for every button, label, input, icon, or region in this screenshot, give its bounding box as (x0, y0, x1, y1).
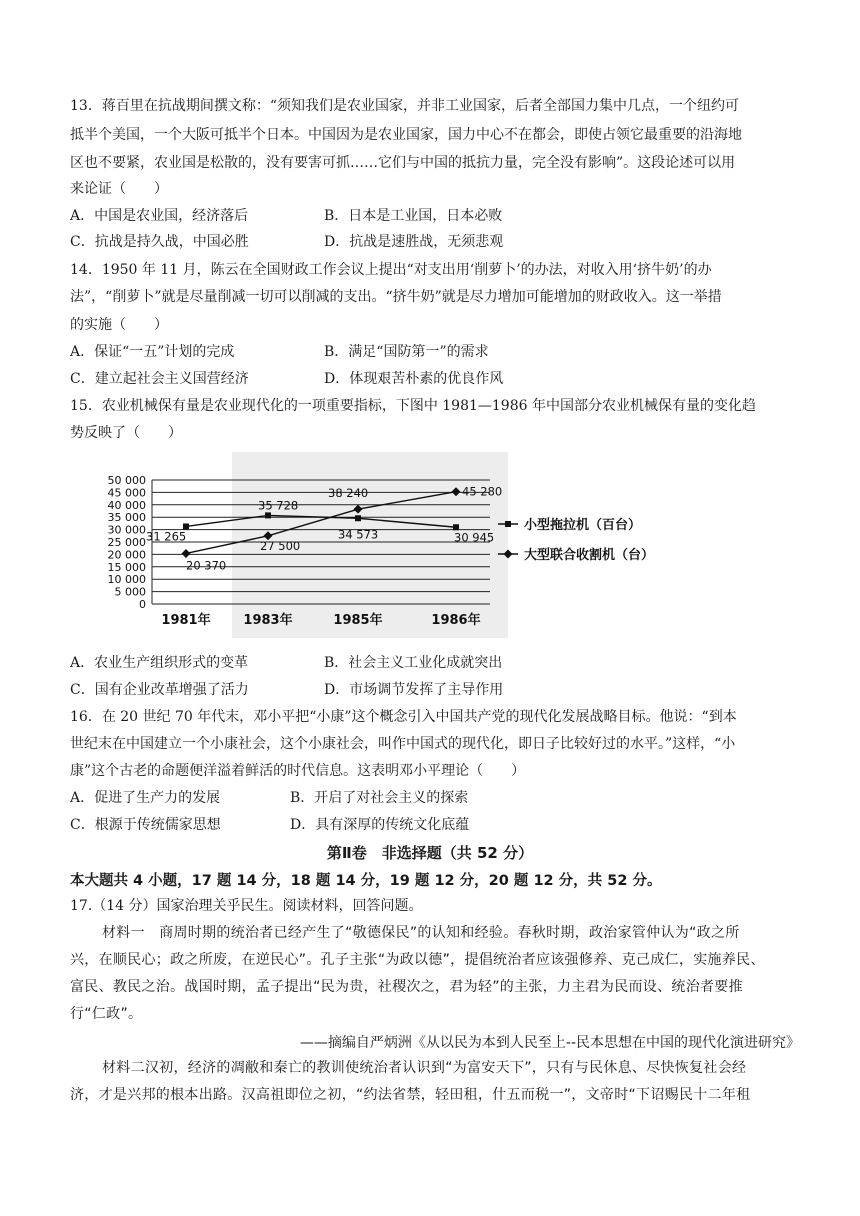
section-instructions: 本大题共 4 小题，17 题 14 分，18 题 14 分，19 题 12 分，20 题 12 分，共 52 分。 (70, 873, 662, 889)
material-2-line: 材料二汉初，经济的凋敝和秦亡的教训使统治者认识到“为富安天下”，只有与民休息、尽快恢复社会经 (102, 1060, 747, 1076)
data-label: 38 240 (328, 486, 369, 501)
series-line (186, 492, 456, 554)
material-1-line: 兴，在顺民心；政之所废，在逆民心”。孔子主张“为政以德”，提倡统治者应该强修养、克己成仁，实施养民、 (70, 952, 765, 968)
machinery-chart (96, 452, 656, 642)
option-a: A．促进了生产力的发展 (70, 790, 221, 806)
x-tick-label: 1985年 (333, 613, 383, 628)
option-a: A．保证“一五”计划的完成 (70, 344, 235, 360)
question-14-line: 法”，“削萝卜”就是尽量削减一切可以削减的支出。“挤牛奶”就是尽力增加可能增加的财政收入。这一举措 (70, 289, 722, 305)
x-tick-label: 1983年 (243, 613, 293, 628)
question-13-line: 13．蒋百里在抗战期间撰文称：“须知我们是农业国家，并非工业国家，后者全部国力集中几点，一个纽约可 (70, 98, 739, 114)
material-1-line: 富民、教民之治。战国时期，孟子提出“民为贵，社稷次之，君为轻”的主张，力主君为民而设、统治者要推 (70, 979, 743, 995)
y-tick-label: 20 000 (107, 548, 146, 562)
option-a: A．中国是农业国，经济落后 (70, 208, 249, 224)
question-16-line: 世纪末在中国建立一个小康社会，这个小康社会，叫作中国式的现代化，即日子比较好过的水平。”这样，“小 (70, 736, 736, 752)
x-tick-label: 1981年 (161, 613, 211, 628)
data-point (452, 487, 461, 496)
material-1-source: ——摘编自严炳洲《从以民为本到人民至上--民本思想在中国的现代化演进研究》 (299, 1035, 800, 1051)
question-15-line: 势反映了（ ） (70, 425, 182, 441)
option-b: B．满足“国防第一”的需求 (324, 344, 489, 360)
data-label: 34 573 (338, 527, 379, 542)
question-13-line: 来论证（ ） (70, 181, 168, 197)
option-a: A．农业生产组织形式的变革 (70, 655, 249, 671)
question-16-line: 康”这个古老的命题便洋溢着鲜活的时代信息。这表明邓小平理论（ ） (70, 763, 526, 779)
question-13-line: 区也不要紧，农业国是松散的，没有要害可抓……它们与中国的抵抗力量，完全没有影响”。这段论述可以用 (70, 155, 736, 171)
legend-marker (504, 550, 513, 559)
data-label: 27 500 (260, 538, 301, 553)
question-14-line: 的实施（ ） (70, 317, 168, 333)
y-tick-label: 30 000 (107, 523, 146, 537)
data-point (265, 512, 271, 518)
y-tick-label: 5 000 (114, 585, 146, 599)
option-d: D．具有深厚的传统文化底蕴 (290, 817, 470, 833)
option-d: D．抗战是速胜战，无须悲观 (324, 234, 504, 250)
material-1-line: 行“仁政”。 (70, 1006, 143, 1022)
option-c: C．抗战是持久战，中国必胜 (70, 234, 249, 250)
data-label: 45 280 (462, 484, 503, 499)
question-17-intro: 17.（14 分）国家治理关乎民生。阅读材料，回答问题。 (70, 898, 423, 914)
y-tick-label: 45 000 (107, 486, 146, 500)
question-16-line: 16．在 20 世纪 70 年代末，邓小平把“小康”这个概念引入中国共产党的现代化发展战略目标。他说：“到本 (70, 709, 737, 725)
y-tick-label: 15 000 (107, 560, 146, 574)
option-b: B．开启了对社会主义的探索 (290, 790, 469, 806)
x-tick-label: 1986年 (431, 613, 481, 628)
y-tick-label: 35 000 (107, 511, 146, 525)
y-tick-label: 10 000 (107, 573, 146, 587)
chart-svg (96, 452, 656, 642)
y-tick-label: 0 (139, 598, 146, 611)
option-c: C．建立起社会主义国营经济 (70, 371, 249, 387)
legend-marker (505, 521, 511, 527)
option-b: B．社会主义工业化成就突出 (324, 655, 503, 671)
option-d: D．市场调节发挥了主导作用 (324, 682, 504, 698)
material-2-line: 济，才是兴邦的根本出路。汉高祖即位之初，“约法省禁，轻田租，什五而税一”，文帝时“下诏赐民十二年租 (70, 1087, 751, 1103)
data-label: 35 728 (258, 498, 299, 513)
y-tick-label: 40 000 (107, 498, 146, 512)
data-point (355, 515, 361, 521)
question-14-line: 14．1950 年 11 月，陈云在全国财政工作会议上提出“对支出用‘削萝卜’的办法，对收入用‘挤牛奶’的办 (70, 262, 712, 278)
legend-label: 大型联合收割机（台） (524, 548, 655, 563)
option-c: C．国有企业改革增强了活力 (70, 682, 249, 698)
data-label: 20 370 (186, 558, 227, 573)
question-15-line: 15．农业机械保有量是农业现代化的一项重要指标，下图中 1981—1986 年中国部分农业机械保有量的变化趋 (70, 398, 756, 414)
option-b: B．日本是工业国，日本必败 (324, 208, 503, 224)
y-tick-label: 50 000 (107, 474, 146, 487)
option-d: D．体现艰苦朴素的优良作风 (324, 371, 504, 387)
data-point (354, 505, 363, 514)
data-point (182, 549, 191, 558)
question-13-line: 抵半个美国，一个大阪可抵半个日本。中国因为是农业国家，国力中心不在都会，即使占领它最重要的沿海地 (70, 127, 742, 143)
y-tick-label: 25 000 (107, 536, 146, 549)
section-title: 第Ⅱ卷 非选择题（共 52 分） (326, 844, 534, 862)
data-label: 31 265 (146, 529, 187, 544)
option-c: C．根源于传统儒家思想 (70, 817, 221, 833)
legend-label: 小型拖拉机（百台） (524, 518, 642, 533)
material-1-line: 材料一 商周时期的统治者已经产生了“敬德保民”的认知和经验。春秋时期，政治家管仲认为“政之所 (102, 925, 740, 941)
data-label: 30 945 (454, 530, 495, 545)
